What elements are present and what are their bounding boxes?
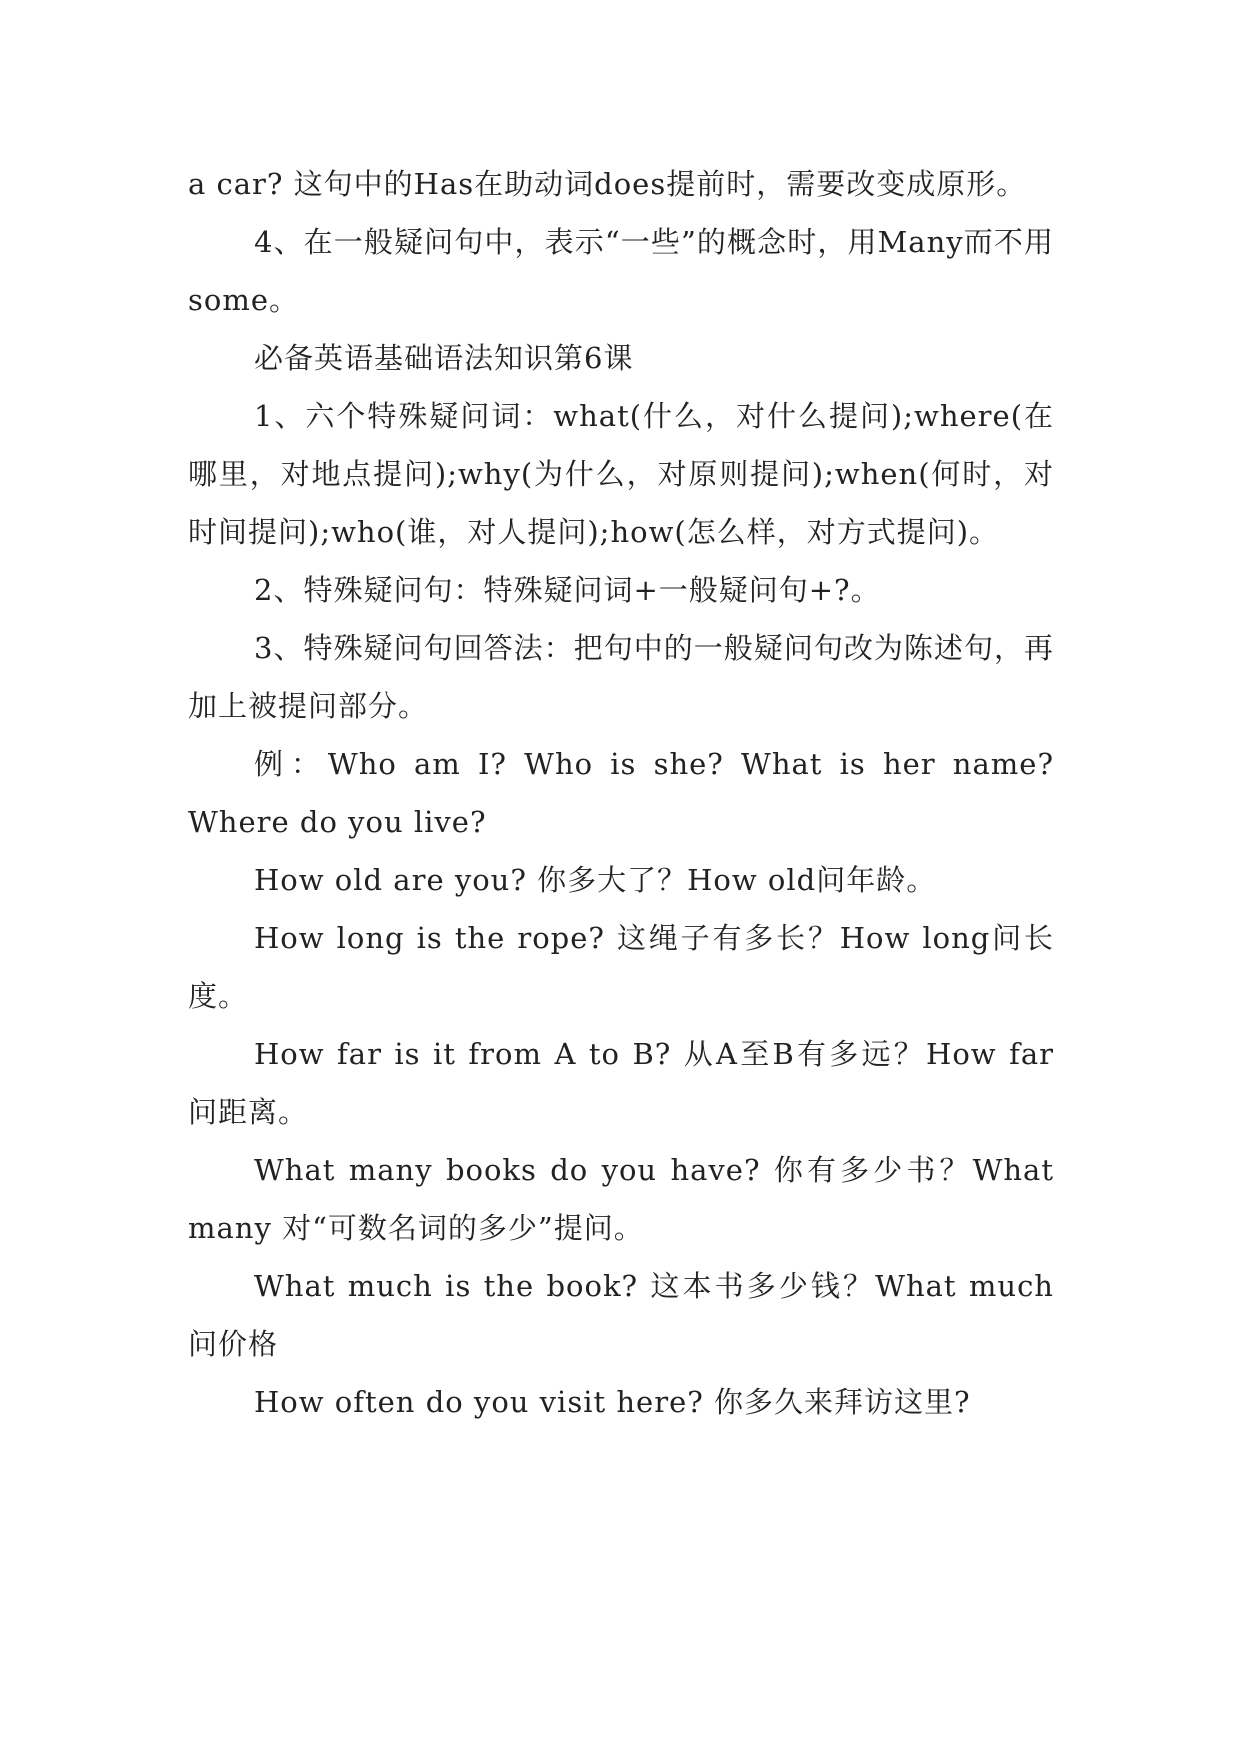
document-body [188, 155, 1054, 1431]
paragraph-special-question: 2、特殊疑问句：特殊疑问词+一般疑问句+?。 [254, 573, 881, 607]
example-what-many: What many books do you have? 你有多少书？What many 对“可数名词的多少”提问。 [188, 1153, 1054, 1245]
example-how-far: How far is it from A to B? 从A至B有多远？How far 问距离。 [188, 1037, 1054, 1129]
paragraph-1: a car? 这句中的Has在助动词does提前时，需要改变成原形。 [188, 167, 1027, 201]
example-how-often: How often do you visit here? 你多久来拜访这里? [254, 1385, 971, 1419]
example-what-much: What much is the book? 这本书多少钱？What much问价格 [188, 1269, 1054, 1361]
example-how-long: How long is the rope? 这绳子有多长？How long问长度。 [188, 921, 1054, 1013]
example-how-old: How old are you? 你多大了？How old问年龄。 [254, 863, 937, 897]
paragraph-2: 4、在一般疑问句中，表示“一些”的概念时，用Many而不用some。 [188, 225, 1054, 317]
lesson-heading: 必备英语基础语法知识第6课 [254, 341, 634, 375]
paragraph-question-words: 1、六个特殊疑问词：what(什么，对什么提问);where(在哪里，对地点提问);why(为什么，对原则提问);when(何时，对时间提问);who(谁，对人提问);how(怎么样，对方式提问)。 [188, 399, 1054, 549]
example-line-1: 例：Who am I? Who is she? What is her name? Where do you live? [188, 747, 1054, 839]
paragraph-answer-method: 3、特殊疑问句回答法：把句中的一般疑问句改为陈述句，再加上被提问部分。 [188, 631, 1054, 723]
